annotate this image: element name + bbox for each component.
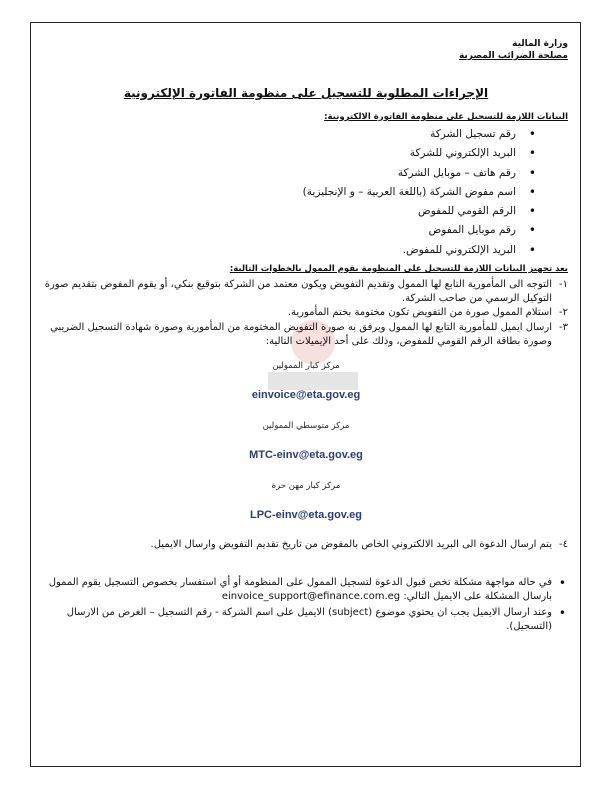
step-number: ٣- xyxy=(559,321,568,333)
note-text: في حاله مواجهة مشكلة تخص قبول الدعوة لتسجيل الممول على المنظومة أو أي استفسار بخصوص التسجيل يقوم الممول بارسال المشكلة على الايميل التالي: xyxy=(48,577,552,603)
document-body xyxy=(44,38,568,636)
center-name: مركز كبار الممولين xyxy=(272,361,340,372)
steps-list xyxy=(44,278,568,349)
step-item xyxy=(44,278,568,306)
center-email[interactable]: LPC-einv@eta.gov.eg xyxy=(250,509,362,522)
step-number: ٢- xyxy=(559,307,568,319)
document-title: الإجراءات المطلوبة للتسجيل على منظومة الفاتورة الإلكترونية xyxy=(123,86,489,100)
tax-centers xyxy=(44,359,568,523)
step-item xyxy=(44,539,568,550)
list-item: • اسم مفوض الشركة (باللغة العربية – و الإنجليزية) xyxy=(44,183,516,202)
support-email[interactable]: einvoice_support@efinance.com.eg xyxy=(221,591,401,603)
note-text: وعند ارسال الايميل يجب ان يحتوي موضوع xyxy=(375,607,552,619)
notes-list xyxy=(44,576,568,634)
list-item: • البريد الإلكتروني للشركة xyxy=(44,144,516,163)
list-item: • الرقم القومي للمفوض xyxy=(44,202,516,221)
note-item xyxy=(44,576,552,604)
list-item: • رقم تسجيل الشركة xyxy=(44,125,516,144)
step-number: ٤- xyxy=(559,539,568,551)
step-text: استلام الممول صورة من التفويض تكون مختومة بختم المأمورية. xyxy=(287,307,552,319)
center-email[interactable]: MTC-einv@eta.gov.eg xyxy=(249,449,363,462)
step-number: ١- xyxy=(559,279,568,291)
section2-heading: بعد تجهيز البيانات اللازمة للتسجيل على المنظومة يقوم الممول بالخطوات التالية: xyxy=(229,264,568,275)
note-text: الايميل على اسم الشركة - رقم التسجيل – الغرض من الارسال (التسجيل). xyxy=(66,607,552,633)
step-item xyxy=(44,321,568,349)
authority-name: مصلحة الضرائب المصرية xyxy=(458,51,568,61)
list-item: • رقم هاتف – موبايل الشركة xyxy=(44,164,516,183)
center-name: مركز متوسطي الممولين xyxy=(262,421,350,432)
section1-heading: البيانات اللازمة للتسجيل على منظومة الفاتورة الالكترونية: xyxy=(324,112,568,122)
list-item: • البريد الإلكتروني للمفوض. xyxy=(44,241,516,260)
center-email[interactable]: einvoice@eta.gov.eg xyxy=(251,389,361,402)
ministry-name: وزارة المالية xyxy=(512,39,568,49)
letterhead xyxy=(44,38,568,62)
step-text: التوجه الى المأمورية التابع لها الممول وتقديم التفويض ويكون معتمد من الشركة بتوقيع بنكي، أو يقوم المفوض بتقديم صورة التوكيل الرسمي من صاحب الشركة. xyxy=(44,279,552,305)
note-item xyxy=(44,606,552,634)
step-text: يتم ارسال الدعوة الى البريد الالكتروني الخاص بالمفوض من تاريخ تقديم التفويض وارسال الايميل. xyxy=(150,539,552,551)
required-data-list xyxy=(44,125,568,260)
step-text: ارسال ايميل للمأمورية التابع لها الممول ويرفق به صورة التفويض المختومة من المأمورية وصورة شهادة التسجيل الضريبي وصورة بطاقة الرقم القومي للمفوض، وذلك على أحد الإيميلات التالية: xyxy=(50,321,552,347)
center-name: مركز كبار مهن حرة xyxy=(271,481,341,492)
step-item xyxy=(44,306,568,320)
list-item: • رقم موبايل المفوض xyxy=(44,221,516,240)
subject-term: (subject) xyxy=(328,607,373,619)
